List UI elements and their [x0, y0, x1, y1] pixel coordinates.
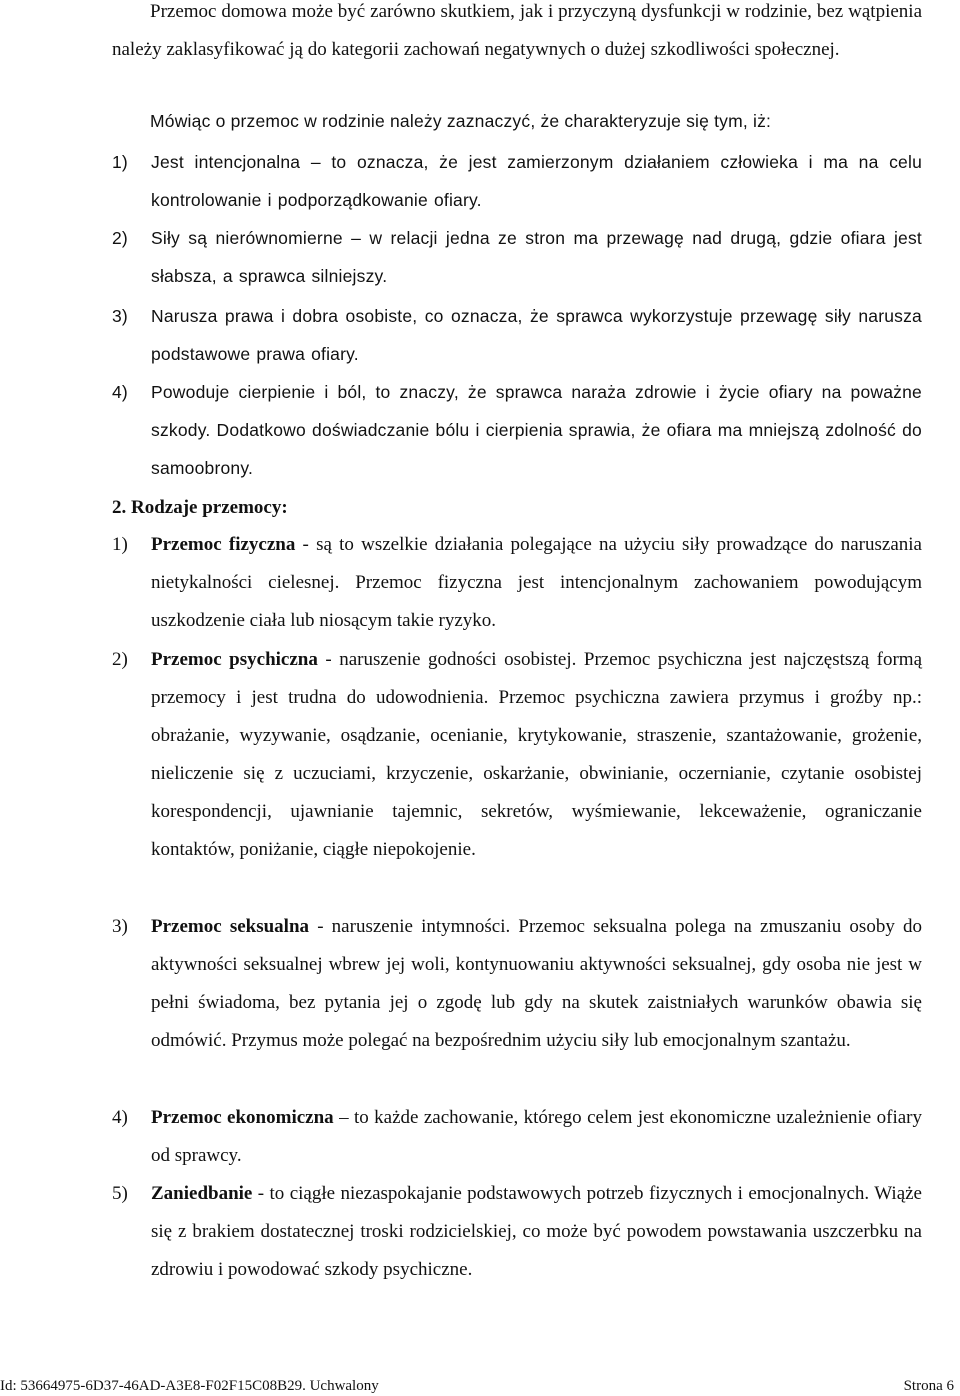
- feature-text: Powoduje cierpienie i ból, to znaczy, że sprawca naraża zdrowie i życie ofiary na poważne szkody. Dodatkowo doświadczanie bólu i cierpienia sprawia, że ofiara ma mniejszą zdolność do samoobrony.: [151, 382, 922, 478]
- type-item-1: [112, 526, 922, 640]
- type-term: Przemoc fizyczna: [151, 534, 296, 555]
- section-number: 2.: [112, 497, 127, 518]
- type-term: Zaniedbanie: [151, 1183, 253, 1204]
- type-body: [151, 908, 922, 1060]
- type-text: - naruszenie intymności. Przemoc seksualna polega na zmuszaniu osoby do aktywności seksualnej wbrew jej woli, kontynuowaniu aktywności seksualnej, gdy osoba nie jest w pełni świadoma, bez pytania jej o zgodę lub gdy na skutek zaistniałych warunków obawia się odmówić. Przymus może polegać na bezpośrednim użyciu siły lub emocjonalnym szantażu.: [151, 916, 922, 1051]
- type-item-4: [112, 1099, 922, 1175]
- type-body: [151, 1099, 922, 1175]
- type-item-3: [112, 908, 922, 1060]
- feature-item-1: [112, 143, 922, 219]
- type-term: Przemoc ekonomiczna: [151, 1107, 334, 1128]
- type-body: [151, 1175, 922, 1289]
- feature-text: Narusza prawa i dobra osobiste, co oznacza, że sprawca wykorzystuje przewagę siły narusza podstawowe prawa ofiary.: [151, 306, 922, 364]
- type-item-5: [112, 1175, 922, 1289]
- type-number: 1): [112, 534, 128, 555]
- type-text: - są to wszelkie działania polegające na użyciu siły prowadzące do naruszania nietykalności cielesnej. Przemoc fizyczna jest intencjonalnym zachowaniem powodującym uszkodzenie ciała lub niosącym takie ryzyko.: [151, 534, 922, 631]
- feature-item-4: [112, 373, 922, 487]
- feature-number: 1): [112, 152, 128, 172]
- intro-paragraph: [112, 0, 922, 69]
- type-text: - to ciągłe niezaspokajanie podstawowych potrzeb fizycznych i emocjonalnych. Wiąże się z brakiem dostatecznej troski rodzicielskiej, co może być powodem powstawania uszczerbku na zdrowiu i powodować szkody psychiczne.: [151, 1183, 922, 1280]
- footer-document-id: Id: 53664975-6D37-46AD-A3E8-F02F15C08B29. Uchwalony: [0, 1378, 379, 1394]
- type-number: 2): [112, 649, 128, 670]
- type-number: 4): [112, 1107, 128, 1128]
- section-title: Rodzaje przemocy:: [131, 497, 288, 518]
- feature-number: 2): [112, 228, 128, 248]
- type-number: 5): [112, 1183, 128, 1204]
- intro-line-rest: bez wątpienia należy zaklasyfikować ją do kategorii zachowań negatywnych o dużej szkodliwości społecznej.: [112, 1, 923, 60]
- feature-item-2: [112, 219, 922, 295]
- intro-line-1: Przemoc domowa może być zarówno skutkiem, jak i przyczyną dysfunkcji w rodzinie,: [150, 1, 812, 22]
- type-body: [151, 526, 922, 640]
- type-term: Przemoc seksualna: [151, 916, 310, 937]
- footer-page-number: Strona 6: [903, 1378, 954, 1394]
- feature-number: 4): [112, 382, 128, 402]
- feature-number: 3): [112, 306, 128, 326]
- section-heading: [112, 489, 288, 527]
- type-text: – to każde zachowanie, którego celem jest ekonomiczne uzależnienie ofiary od sprawcy.: [151, 1107, 922, 1166]
- type-text: - naruszenie godności osobistej. Przemoc psychiczna jest najczęstszą formą przemocy i jest trudna do udowodnienia. Przemoc psychiczna zawiera przymus i groźby np.: obrażanie, wyzywanie, osądzanie, ocenianie, krytykowanie, straszenie, szantażowanie, grożenie, nieliczenie się z uczuciami, krzyczenie, oskarżanie, obwinianie, oczernianie, czytanie osobistej korespondencji, ujawnianie tajemnic, sekretów, wyśmiewanie, lekceważenie, ograniczanie kontaktów, poniżanie, ciągłe niepokojenie.: [151, 649, 923, 860]
- type-number: 3): [112, 916, 128, 937]
- type-item-2: [112, 641, 922, 869]
- type-body: [151, 641, 922, 869]
- feature-item-3: [112, 297, 922, 373]
- features-lead: Mówiąc o przemoc w rodzinie należy zaznaczyć, że charakteryzuje się tym, iż:: [150, 111, 772, 131]
- feature-text: Jest intencjonalna – to oznacza, że jest zamierzonym działaniem człowieka i ma na celu kontrolowanie i podporządkowanie ofiary.: [151, 152, 922, 210]
- feature-text: Siły są nierównomierne – w relacji jedna ze stron ma przewagę nad drugą, gdzie ofiara jest słabsza, a sprawca silniejszy.: [151, 228, 922, 286]
- type-term: Przemoc psychiczna: [151, 649, 318, 670]
